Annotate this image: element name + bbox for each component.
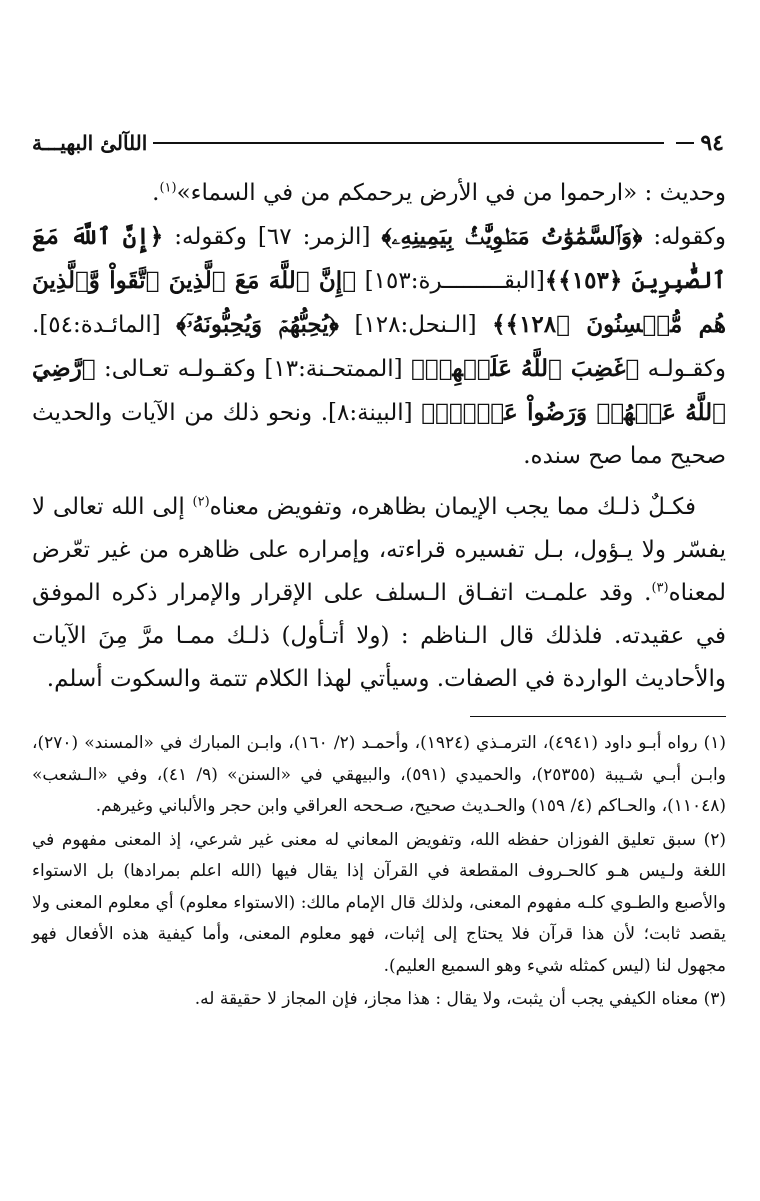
explanation-text-a: فكـلٌ ذلـك مما يجب الإيمان بظاهره، وتفويض معناه: [209, 494, 696, 520]
verses-text-a: وكقوله:: [653, 224, 727, 250]
verses-text-b: [الزمر: ٦٧] وكقوله:: [174, 224, 371, 250]
footnote-ref-3[interactable]: (٣): [651, 580, 669, 596]
explanation-text-c: . وقد علمـت اتفـاق الـسلف على الإقرار والإمرار ذكره الموفق في عقيدته. فلذلك قال الـناظم : (ولا أتـأول) ذلـك ممـا مرَّ مِنَ الآيات والأحاديث الواردة في الصفات. وسيأتي لهذا الكلام تتمة والسكوت أسلم.: [32, 580, 726, 692]
quran-verse-mumtahanah: ﴿غَضِبَ ٱللَّهُ عَلَيۡهِمۡ﴾: [410, 355, 640, 382]
verses-text-g: [البينة:٨]. ونحو ذلك من الآيات والحديث صحيح مما صح سنده.: [32, 400, 726, 469]
main-text: [32, 172, 726, 701]
header-rule-short: [676, 142, 694, 144]
verses-text-c: [البقـــــــــرة:١٥٣]: [364, 268, 545, 294]
quran-verse-bayyinah: ﴿رَّضِيَ ٱللَّهُ عَنۡهُمۡ وَرَضُواْ عَنۡهُۚ﴾: [32, 355, 726, 426]
verses-paragraph: [32, 215, 726, 478]
hadith-end: .: [152, 180, 160, 206]
footnote-ref-2[interactable]: (٢): [192, 494, 210, 510]
footnote-separator: [470, 716, 726, 717]
footnote-ref-1[interactable]: (١): [159, 180, 177, 196]
quran-verse-zumar: ﴿وَٱلسَّمَٰوَٰتُ مَطۡوِيَّٰتُۢ بِيَمِينِهِۦ﴾: [381, 223, 643, 250]
running-header: [32, 128, 724, 158]
footnote-2: (٢) سبق تعليق الفوزان حفظه الله، وتفويض المعاني له معنى غير شرعي، إذ المعنى مفهوم في اللغة ولـيس هـو كالحـروف المقطعة في القرآن إذا يقال فيها (الله اعلم بمرادها) بل الاستواء والأصبع والطـوي كلـه مفهوم المعنى، ولذلك قال الإمام مالك: (الاستواء معلوم) أي معلوم المعنى ولا يقصد ثابت؛ لأن هذا قرآن فلا يحتاج إلى إثبات، فهو معلوم المعنى، وأما كيفية هذه الأفعال فهو مجهول لنا (ليس كمثله شيء وهو السميع العليم).: [32, 829, 726, 976]
page-number: ٩٤: [700, 130, 724, 156]
book-title: اللآلئ البهيـــة: [32, 131, 148, 155]
header-rule-long: [153, 142, 664, 144]
quran-verse-maidah: ﴿يُحِبُّهُمۡ وَيُحِبُّونَهُۥٓ﴾: [176, 311, 339, 338]
explanation-paragraph: [32, 486, 726, 701]
footnote-1: (١) رواه أبـو داود (٤٩٤١)، الترمـذي (١٩٢٤)، وأحمـد (٢/ ١٦٠)، وابـن المبارك في «المسند» (٢٧٠)، وابـن أبـي شـيبة (٢٥٣٥٥)، والحميدي (٥٩١)، والبيهقي في «السنن» (٩/ ٤١)، وفي «الـشعب» (١١٠٤٨)، والحـاكم (٤/ ١٥٩) والحـديث صحيح، صـححه العراقي وابن حجر والألباني وغيرهم.: [32, 733, 726, 816]
quran-verse-nahl: ﴿إِنَّ ٱللَّهَ مَعَ ٱلَّذِينَ ٱتَّقَواْ وَّٱلَّذِينَ هُم مُّحۡسِنُونَ ﴿١٢٨﴾﴾: [32, 267, 727, 338]
verses-text-f: [الممتحـنة:١٣] وكقـولـه تعـالى:: [104, 356, 403, 382]
footnotes: [32, 728, 726, 1018]
verses-text-e: [المائـدة:٥٤]. وكقـولـه: [32, 312, 727, 382]
hadith-paragraph: [32, 172, 726, 215]
explanation-text-b: إلى الله تعالى لا يفسّر ولا يـؤول، بـل تفسيره قراءته، وإمراره على ظاهره من غير تعّرض لمعناه: [32, 494, 726, 606]
footnote-3: (٣) معناه الكيفي يجب أن يثبت، ولا يقال : هذا مجاز، فإن المجاز لا حقيقة له.: [194, 989, 726, 1009]
quran-verse-baqarah: ﴿إِنَّ ٱللَّهَ مَعَ ٱلصَّٰبِرِينَ ﴿١٥٣﴾﴾: [32, 223, 726, 294]
verses-text-d: [الـنحل:١٢٨]: [354, 312, 477, 338]
hadith-text: وحديث : «ارحموا من في الأرض يرحمكم من في السماء»: [176, 180, 726, 206]
